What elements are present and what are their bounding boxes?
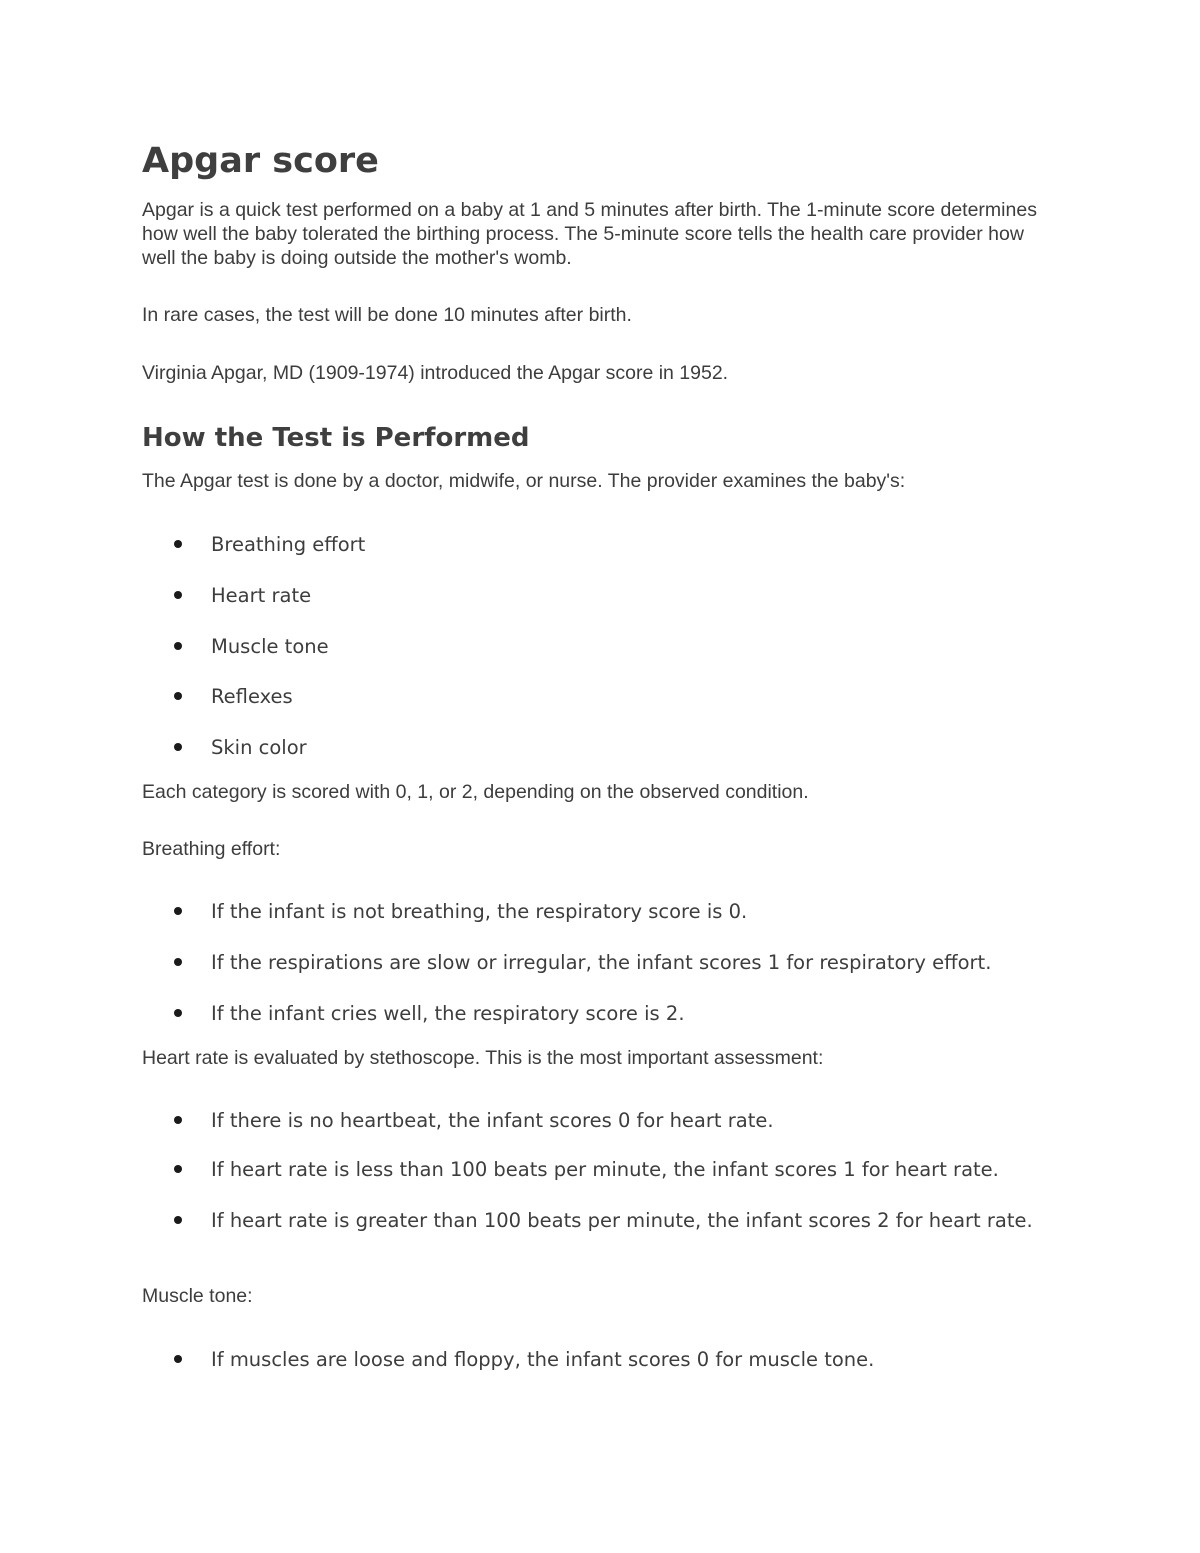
list-item-text: Muscle tone [211, 635, 329, 658]
list-item [142, 1205, 1062, 1236]
bullet-icon [174, 1116, 182, 1124]
list-item-text: If muscles are loose and floppy, the infant scores 0 for muscle tone. [211, 1348, 875, 1371]
list-item [142, 1105, 1062, 1136]
list-item [142, 529, 1062, 560]
muscle-tone-list [142, 1344, 1062, 1375]
list-item-text: Skin color [211, 736, 307, 759]
list-item [142, 631, 1062, 662]
scoring-note: Each category is scored with 0, 1, or 2, depending on the observed condition. [142, 781, 809, 803]
bullet-icon [174, 1355, 182, 1363]
heart-rate-list [142, 1105, 1062, 1236]
list-item [142, 1154, 1062, 1185]
list-item [142, 1344, 1062, 1375]
list-item-text: If the infant is not breathing, the respiratory score is 0. [211, 900, 748, 923]
breathing-list [142, 896, 1062, 1029]
bullet-icon [174, 642, 182, 650]
list-item-text: If heart rate is greater than 100 beats per minute, the infant scores 2 for heart rate. [211, 1209, 1033, 1232]
list-item [142, 998, 1062, 1029]
intro-paragraph: Virginia Apgar, MD (1909-1974) introduced the Apgar score in 1952. [142, 362, 729, 384]
heart-rate-label: Heart rate is evaluated by stethoscope. This is the most important assessment: [142, 1047, 824, 1069]
list-item-text: If there is no heartbeat, the infant scores 0 for heart rate. [211, 1109, 774, 1132]
list-item-text: Heart rate [211, 584, 312, 607]
intro-paragraph: In rare cases, the test will be done 10 minutes after birth. [142, 304, 632, 326]
list-item [142, 681, 1062, 712]
list-item-text: If heart rate is less than 100 beats per minute, the infant scores 1 for heart rate. [211, 1158, 999, 1181]
list-item [142, 896, 1062, 927]
intro-paragraph: Apgar is a quick test performed on a baby at 1 and 5 minutes after birth. The 1-minute score determines how well the baby tolerated the birthing process. The 5-minute score tells the health care provider how well the baby is doing outside the mother's womb. [142, 199, 1037, 269]
list-item [142, 947, 1062, 978]
bullet-icon [174, 743, 182, 751]
section-lead: The Apgar test is done by a doctor, midwife, or nurse. The provider examines the baby's: [142, 470, 906, 492]
bullet-icon [174, 1165, 182, 1173]
bullet-icon [174, 540, 182, 548]
criteria-list [142, 529, 1062, 763]
list-item [142, 732, 1062, 763]
bullet-icon [174, 591, 182, 599]
list-item-text: Reflexes [211, 685, 293, 708]
list-item-text: Breathing effort [211, 533, 366, 556]
section-heading: How the Test is Performed [142, 423, 530, 453]
bullet-icon [174, 907, 182, 915]
muscle-tone-label: Muscle tone: [142, 1285, 253, 1307]
bullet-icon [174, 692, 182, 700]
bullet-icon [174, 958, 182, 966]
page-title: Apgar score [142, 141, 379, 181]
list-item-text: If the respirations are slow or irregular, the infant scores 1 for respiratory effort. [211, 951, 992, 974]
list-item [142, 580, 1062, 611]
breathing-label: Breathing effort: [142, 838, 281, 860]
bullet-icon [174, 1216, 182, 1224]
list-item-text: If the infant cries well, the respiratory score is 2. [211, 1002, 685, 1025]
bullet-icon [174, 1009, 182, 1017]
